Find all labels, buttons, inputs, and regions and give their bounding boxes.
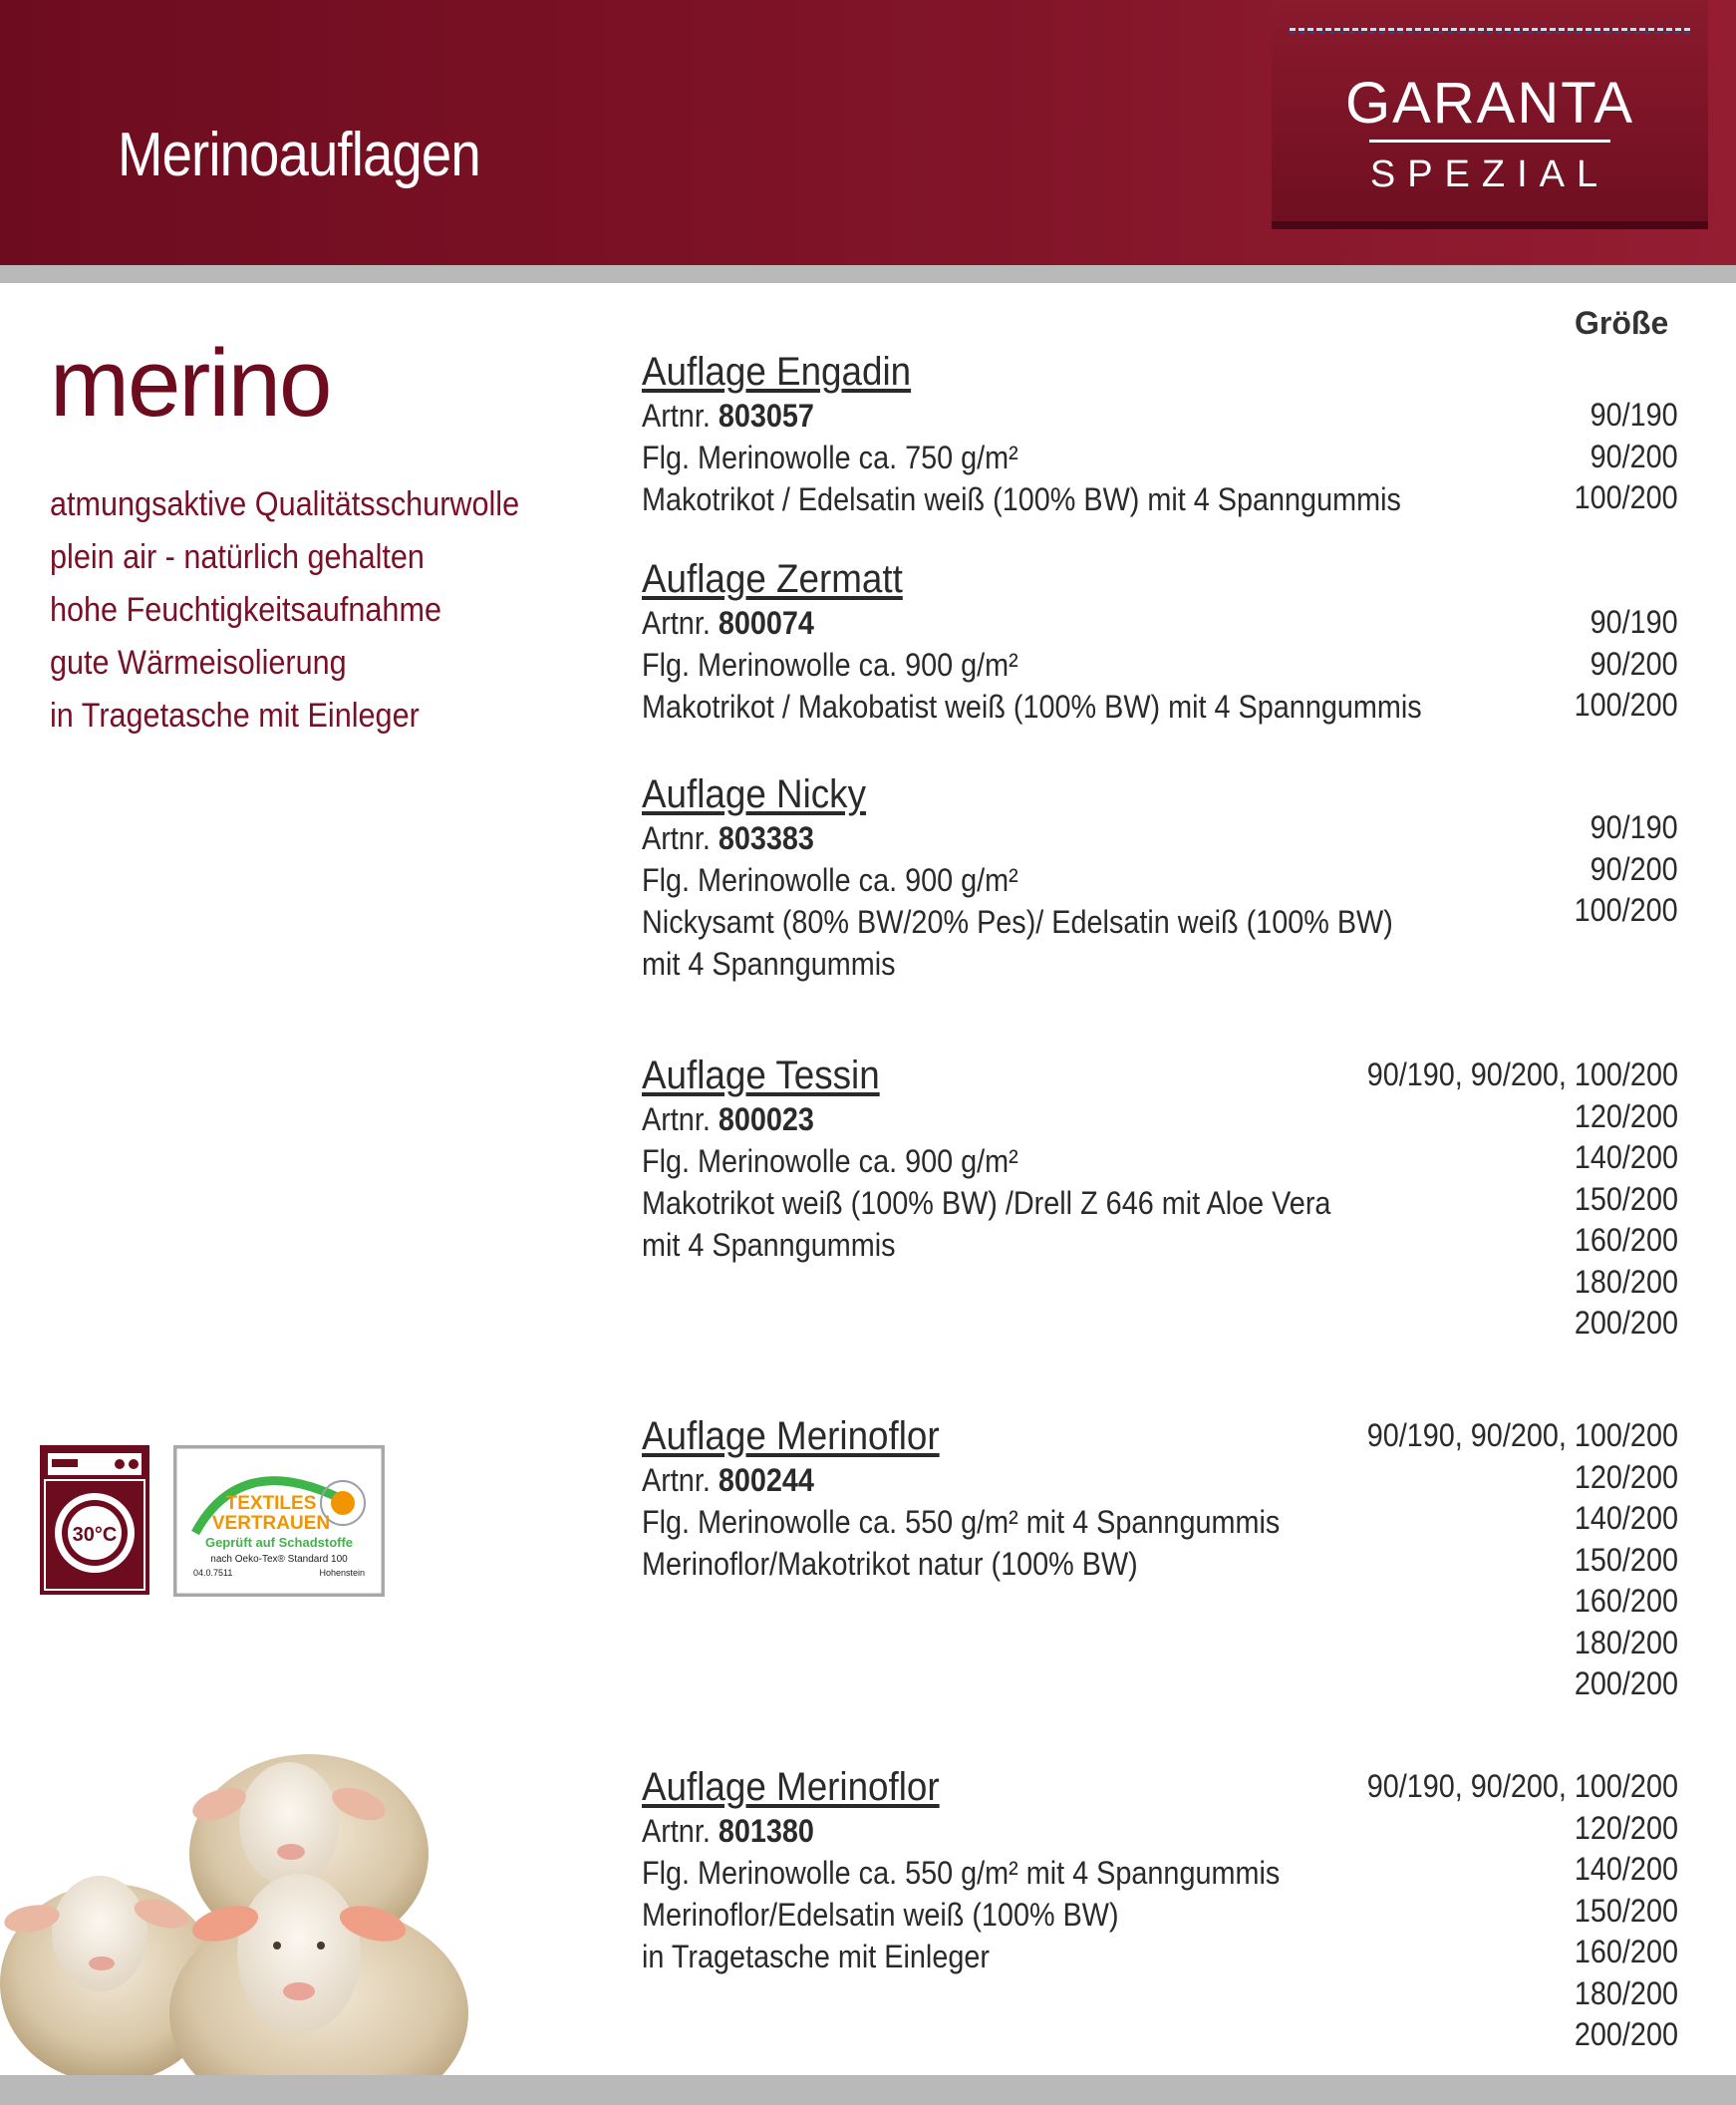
sheep-image bbox=[0, 1734, 478, 2075]
size-value: 140/200 bbox=[1574, 1500, 1678, 1536]
size-value: 90/200 bbox=[1590, 645, 1678, 682]
size-value: 150/200 bbox=[1574, 1541, 1678, 1578]
article-number: Artnr. 801380 bbox=[642, 1813, 814, 1849]
header-underline bbox=[0, 265, 1736, 283]
product-detail: Makotrikot / Makobatist weiß (100% BW) mit 4 Spanngummis bbox=[642, 689, 1422, 725]
article-number: Artnr. 803383 bbox=[642, 820, 814, 856]
product-detail: Nickysamt (80% BW/20% Pes)/ Edelsatin weiß (100% BW) bbox=[642, 904, 1393, 940]
oeko-line1: TEXTILES bbox=[225, 1493, 317, 1514]
size-value: 120/200 bbox=[1574, 1809, 1678, 1846]
stitch-line bbox=[1290, 28, 1690, 31]
product-detail: Flg. Merinowolle ca. 900 g/m² bbox=[642, 647, 1018, 683]
page-title: Merinoauflagen bbox=[118, 121, 480, 189]
oeko-line2: VERTRAUEN bbox=[211, 1513, 331, 1534]
size-value: 140/200 bbox=[1574, 1139, 1678, 1175]
product-detail: mit 4 Spanngummis bbox=[642, 946, 896, 982]
feature-list bbox=[50, 478, 571, 743]
brand-name: GARANTA bbox=[1344, 71, 1635, 136]
product-title: Auflage Zermatt bbox=[642, 557, 903, 601]
brand-divider bbox=[1369, 140, 1610, 143]
product-merinoflor-800244 bbox=[642, 1413, 1678, 1701]
washing-machine-icon bbox=[40, 1445, 149, 1595]
product-zermatt bbox=[642, 556, 1678, 728]
product-detail: Flg. Merinowolle ca. 900 g/m² bbox=[642, 862, 1018, 898]
footer-band bbox=[0, 2075, 1736, 2105]
product-tessin bbox=[642, 1052, 1678, 1341]
product-detail: Flg. Merinowolle ca. 750 g/m² bbox=[642, 440, 1018, 475]
size-value: 100/200 bbox=[1574, 892, 1678, 928]
brand-badge bbox=[1272, 0, 1708, 221]
size-value: 200/200 bbox=[1574, 1665, 1678, 1701]
feature-item: in Tragetasche mit Einleger bbox=[50, 697, 420, 735]
oeko-institute: Hohenstein bbox=[319, 1568, 365, 1578]
wash-temperature: 30°C bbox=[72, 1524, 118, 1546]
product-detail: Makotrikot weiß (100% BW) /Drell Z 646 mit Aloe Vera bbox=[642, 1185, 1331, 1221]
size-list bbox=[1563, 602, 1678, 727]
feature-item: hohe Feuchtigkeitsaufnahme bbox=[50, 591, 441, 629]
product-detail: Merinoflor/Makotrikot natur (100% BW) bbox=[642, 1546, 1138, 1582]
size-value: 100/200 bbox=[1574, 479, 1678, 515]
size-value: 120/200 bbox=[1574, 1458, 1678, 1495]
brand-subtitle: SPEZIAL bbox=[1369, 153, 1610, 195]
oeko-line4: nach Oeko-Tex® Standard 100 bbox=[210, 1554, 348, 1565]
header-banner bbox=[0, 0, 1736, 265]
stitch-line-inner bbox=[1290, 32, 1690, 34]
size-value: 100/200 bbox=[1574, 687, 1678, 723]
product-title: Auflage Tessin bbox=[642, 1053, 880, 1097]
article-number: Artnr. 800023 bbox=[642, 1101, 814, 1137]
size-value: 90/190 bbox=[1590, 397, 1678, 433]
size-value: 180/200 bbox=[1574, 1974, 1678, 2011]
oeko-tex-label bbox=[173, 1445, 385, 1597]
size-list bbox=[1332, 1415, 1678, 1705]
size-value: 150/200 bbox=[1574, 1180, 1678, 1217]
feature-item: plein air - natürlich gehalten bbox=[50, 538, 425, 576]
product-detail: Flg. Merinowolle ca. 900 g/m² bbox=[642, 1143, 1018, 1179]
size-value: 140/200 bbox=[1574, 1851, 1678, 1887]
product-title: Auflage Merinoflor bbox=[642, 1765, 940, 1809]
product-title: Auflage Engadin bbox=[642, 350, 912, 394]
article-number: Artnr. 800244 bbox=[642, 1462, 814, 1498]
product-detail: Makotrikot / Edelsatin weiß (100% BW) mit 4 Spanngummis bbox=[642, 481, 1401, 517]
size-value: 90/190, 90/200, 100/200 bbox=[1366, 1417, 1678, 1453]
size-value: 90/190, 90/200, 100/200 bbox=[1366, 1768, 1678, 1804]
article-number: Artnr. 800074 bbox=[642, 605, 814, 641]
size-value: 160/200 bbox=[1574, 1934, 1678, 1969]
size-value: 180/200 bbox=[1574, 1624, 1678, 1660]
size-value: 90/190, 90/200, 100/200 bbox=[1366, 1056, 1678, 1092]
oeko-line3: Geprüft auf Schadstoffe bbox=[204, 1535, 354, 1550]
product-merinoflor-801380 bbox=[642, 1764, 1678, 2052]
size-value: 120/200 bbox=[1574, 1097, 1678, 1134]
size-list bbox=[1332, 1054, 1678, 1345]
size-list bbox=[1563, 807, 1678, 932]
product-detail: Merinoflor/Edelsatin weiß (100% BW) bbox=[642, 1897, 1119, 1933]
product-engadin bbox=[642, 349, 1678, 520]
size-value: 160/200 bbox=[1574, 1583, 1678, 1619]
size-value: 150/200 bbox=[1574, 1892, 1678, 1929]
size-value: 90/200 bbox=[1590, 850, 1678, 887]
feature-item: gute Wärmeisolierung bbox=[50, 644, 347, 682]
size-value: 160/200 bbox=[1574, 1222, 1678, 1258]
product-detail: Flg. Merinowolle ca. 550 g/m² mit 4 Spanngummis bbox=[642, 1855, 1281, 1891]
product-nicky bbox=[642, 771, 1678, 985]
size-list bbox=[1563, 395, 1678, 519]
product-detail: Flg. Merinowolle ca. 550 g/m² mit 4 Spanngummis bbox=[642, 1504, 1281, 1540]
size-column-header: Größe bbox=[1575, 305, 1669, 341]
size-value: 90/200 bbox=[1590, 438, 1678, 474]
size-list bbox=[1332, 1766, 1678, 2056]
product-title: Auflage Nicky bbox=[642, 772, 866, 816]
feature-item: atmungsaktive Qualitätsschurwolle bbox=[50, 485, 520, 523]
product-detail: in Tragetasche mit Einleger bbox=[642, 1939, 990, 1974]
oeko-code: 04.0.7511 bbox=[193, 1568, 233, 1578]
product-detail: mit 4 Spanngummis bbox=[642, 1227, 896, 1263]
size-value: 90/190 bbox=[1590, 809, 1678, 845]
article-number: Artnr. 803057 bbox=[642, 398, 814, 434]
size-value: 200/200 bbox=[1574, 1305, 1678, 1341]
merino-wordmark: merino bbox=[50, 330, 331, 437]
size-value: 200/200 bbox=[1574, 2016, 1678, 2052]
size-value: 180/200 bbox=[1574, 1263, 1678, 1300]
product-title: Auflage Merinoflor bbox=[642, 1414, 940, 1458]
size-value: 90/190 bbox=[1590, 604, 1678, 640]
